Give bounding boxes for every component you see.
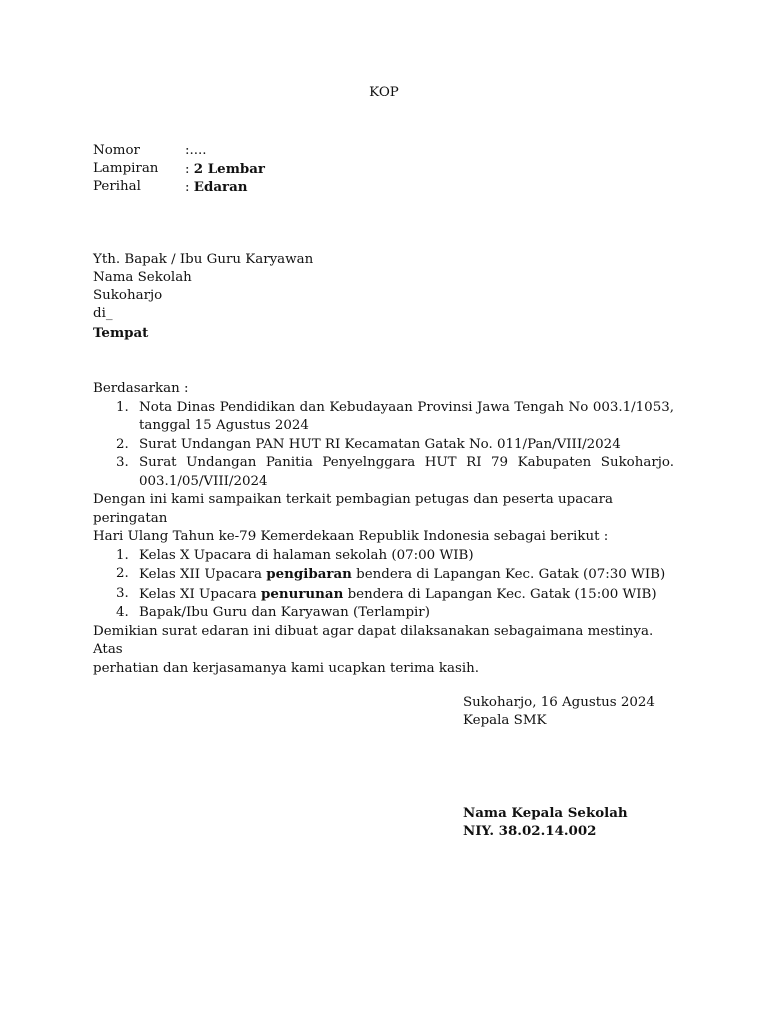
reference-line: 003.1/05/VIII/2024 bbox=[139, 473, 268, 489]
address-recipient: Yth. Bapak / Ibu Guru Karyawan bbox=[93, 252, 314, 267]
list-number: 2. bbox=[116, 566, 129, 581]
list-item-bold: penurunan bbox=[261, 585, 344, 602]
list-item-text: Bapak/Ibu Guru dan Karyawan (Terlampir) bbox=[139, 605, 430, 620]
nomor-value: :.... bbox=[185, 143, 207, 158]
list-item-pre: Kelas XII Upacara bbox=[139, 567, 267, 582]
address-city: Sukoharjo bbox=[93, 288, 163, 303]
list-item-text bbox=[139, 565, 674, 585]
letter-body bbox=[93, 380, 674, 678]
signature-position: Kepala SMK bbox=[463, 713, 547, 728]
reference-line: Surat Undangan Panitia Penyelnggara HUT RI 79 Kabupaten Sukoharjo. bbox=[139, 455, 674, 470]
paragraph-line: Dengan ini kami sampaikan terkait pembagian petugas dan peserta upacara peringatan bbox=[93, 492, 614, 526]
perihal-value-text: Edaran bbox=[193, 179, 248, 195]
list-item-text bbox=[139, 585, 674, 605]
nomor-label: Nomor bbox=[93, 143, 140, 158]
signature-name: Nama Kepala Sekolah bbox=[463, 805, 628, 821]
list-item-post: bendera di Lapangan Kec. Gatak (15:00 WIB) bbox=[343, 586, 657, 602]
signature-place-date: Sukoharjo, 16 Agustus 2024 bbox=[463, 695, 655, 710]
lampiran-value bbox=[185, 160, 265, 180]
list-number: 3. bbox=[116, 585, 129, 601]
paragraph-line: Hari Ulang Tahun ke-79 Kemerdekaan Republik Indonesia sebagai berikut : bbox=[93, 529, 609, 544]
list-number: 1. bbox=[116, 547, 129, 563]
reference-item bbox=[93, 399, 674, 436]
list-item bbox=[93, 547, 674, 566]
reference-line: Nota Dinas Pendidikan dan Kebudayaan Provinsi Jawa Tengah No 003.1/1053, bbox=[139, 399, 674, 415]
reference-item bbox=[93, 454, 674, 491]
intro-text: Berdasarkan : bbox=[93, 381, 189, 396]
reference-number: 3. bbox=[116, 455, 129, 470]
address-di: di_ bbox=[93, 306, 113, 321]
lampiran-label: Lampiran bbox=[93, 161, 159, 176]
reference-item bbox=[93, 436, 674, 455]
list-item-post: bendera di Lapangan Kec. Gatak (07:30 WIB) bbox=[351, 567, 666, 582]
perihal-value bbox=[185, 178, 248, 198]
list-item bbox=[93, 565, 674, 585]
perihal-colon: : bbox=[185, 180, 194, 195]
list-item bbox=[93, 604, 674, 623]
closing-line: Demikian surat edaran ini dibuat agar dapat dilaksanakan sebagaimana mestinya. Atas bbox=[93, 623, 654, 657]
perihal-label: Perihal bbox=[93, 179, 141, 194]
reference-number: 1. bbox=[116, 399, 129, 415]
reference-number: 2. bbox=[116, 436, 129, 452]
list-item-pre: Kelas XI Upacara bbox=[139, 586, 262, 602]
list-item bbox=[93, 585, 674, 605]
closing-line: perhatian dan kerjasamanya kami ucapkan terima kasih. bbox=[93, 660, 480, 676]
address-school: Nama Sekolah bbox=[93, 270, 192, 285]
lampiran-colon: : bbox=[185, 162, 194, 177]
reference-line: Surat Undangan PAN HUT RI Kecamatan Gatak No. 011/Pan/VIII/2024 bbox=[139, 436, 621, 452]
list-number: 4. bbox=[116, 605, 129, 620]
list-item-bold: pengibaran bbox=[266, 566, 352, 582]
signature-niy: NIY. 38.02.14.002 bbox=[463, 823, 597, 839]
address-tempat: Tempat bbox=[93, 325, 149, 341]
letterhead-kop: KOP bbox=[369, 85, 399, 100]
lampiran-value-text: 2 Lembar bbox=[193, 161, 265, 177]
list-item-text: Kelas X Upacara di halaman sekolah (07:00 WIB) bbox=[139, 547, 474, 563]
reference-line: tanggal 15 Agustus 2024 bbox=[139, 418, 309, 433]
